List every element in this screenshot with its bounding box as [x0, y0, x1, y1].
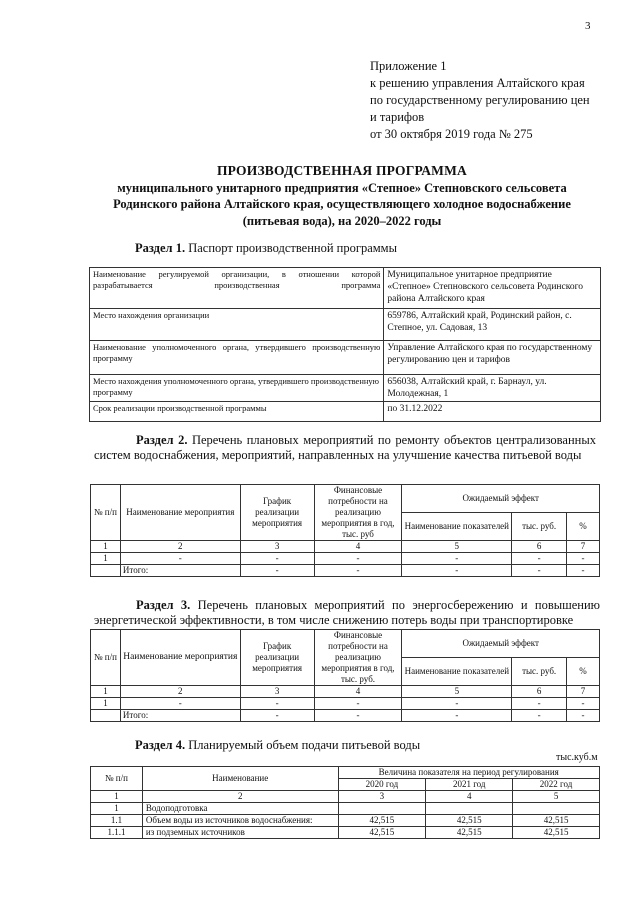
table-cell: 3: [338, 791, 426, 803]
table-cell: 1: [91, 698, 121, 710]
table-cell: -: [567, 710, 600, 722]
section3-label: Раздел 3.: [136, 598, 191, 612]
table-cell: 2: [120, 541, 240, 553]
table-cell: Управление Алтайского края по государственному регулированию цен и тарифов: [384, 341, 601, 375]
table-cell: -: [402, 553, 512, 565]
table-cell: 42,515: [338, 827, 426, 839]
table-cell: 5: [513, 791, 600, 803]
table-cell: 1.1.1: [91, 827, 143, 839]
appendix-block: [370, 58, 590, 143]
header-cell: № п/п: [91, 767, 143, 791]
table-cell: 42,515: [513, 827, 600, 839]
section2-label: Раздел 2.: [136, 433, 188, 447]
table-cell: -: [120, 698, 240, 710]
table-cell: Водоподготовка: [142, 803, 338, 815]
table-cell: 7: [567, 686, 600, 698]
table-row: [91, 698, 600, 710]
table-row: [91, 827, 600, 839]
table-cell: Место нахождения организации: [90, 309, 384, 341]
table-cell: 42,515: [426, 815, 513, 827]
header-cell: тыс. руб.: [512, 513, 567, 541]
table-cell: Муниципальное унитарное предприятие «Степное» Степновского сельсовета Родинского района Алтайского края: [384, 268, 601, 309]
section4-label: Раздел 4.: [135, 738, 186, 752]
table-cell: [91, 565, 121, 577]
passport-table: [89, 267, 601, 422]
section4-text: Планируемый объем подачи питьевой воды: [188, 738, 421, 752]
table-row: [90, 309, 601, 341]
table-cell: 1: [91, 791, 143, 803]
table-cell: -: [314, 710, 402, 722]
table-cell: Место нахождения уполномоченного органа, утвердившего производственную программу: [90, 375, 384, 402]
table-cell: -: [567, 565, 600, 577]
table-cell: [91, 710, 121, 722]
table-cell: -: [240, 710, 314, 722]
table-cell: [426, 803, 513, 815]
table-cell: -: [567, 553, 600, 565]
table-cell: 3: [240, 541, 314, 553]
table-row: [91, 541, 600, 553]
header-cell: %: [567, 513, 600, 541]
appendix-line: к решению управления Алтайского края: [370, 76, 585, 90]
table-cell: 3: [240, 686, 314, 698]
header-cell: 2022 год: [513, 779, 600, 791]
table-cell: 4: [314, 686, 402, 698]
water-supply-table: [90, 766, 600, 839]
title-main: ПРОИЗВОДСТВЕННАЯ ПРОГРАММА: [216, 163, 467, 178]
table-row: [90, 268, 601, 309]
header-cell: Финансовые потребности на реализацию мероприятия в год, тыс. руб: [314, 485, 402, 541]
header-cell: %: [567, 658, 600, 686]
table-cell: 659786, Алтайский край, Родинский район, с. Степное, ул. Садовая, 13: [384, 309, 601, 341]
table-cell: -: [402, 565, 512, 577]
section3-heading: [94, 598, 600, 628]
table-cell: 5: [402, 541, 512, 553]
total-label: Итого:: [120, 710, 240, 722]
header-cell: 2020 год: [338, 779, 426, 791]
table-row: [91, 815, 600, 827]
appendix-line: Приложение 1: [370, 59, 447, 73]
header-cell: № п/п: [91, 485, 121, 541]
table-cell: 4: [314, 541, 402, 553]
table-cell: 2: [120, 686, 240, 698]
table-header-row: [91, 485, 600, 513]
table-cell: -: [120, 553, 240, 565]
header-cell: Наименование показателей: [402, 513, 512, 541]
section1-label: Раздел 1.: [135, 241, 186, 255]
unit-label: тыс.куб.м: [556, 752, 598, 763]
table-row: [90, 341, 601, 375]
table-cell: -: [567, 698, 600, 710]
repair-measures-table: [90, 484, 600, 577]
table-row: [91, 791, 600, 803]
table-cell: 1: [91, 803, 143, 815]
table-cell: 4: [426, 791, 513, 803]
title-line: муниципального унитарного предприятия «Степное» Степновского сельсовета: [117, 180, 567, 195]
appendix-line: от 30 октября 2019 года № 275: [370, 127, 533, 141]
table-cell: -: [314, 553, 402, 565]
header-cell: График реализации мероприятия: [240, 485, 314, 541]
table-cell: -: [240, 553, 314, 565]
table-cell: из подземных источников: [142, 827, 338, 839]
table-cell: -: [512, 698, 567, 710]
table-cell: [513, 803, 600, 815]
header-cell: № п/п: [91, 630, 121, 686]
table-cell: 1: [91, 541, 121, 553]
table-row: [91, 686, 600, 698]
header-cell: тыс. руб.: [512, 658, 567, 686]
table-header-row: [91, 630, 600, 658]
table-cell: Срок реализации производственной программы: [90, 402, 384, 422]
table-cell: 5: [402, 686, 512, 698]
table-row: [91, 803, 600, 815]
header-cell: Финансовые потребности на реализацию мероприятия в год, тыс. руб.: [314, 630, 402, 686]
section1-text: Паспорт производственной программы: [188, 241, 397, 255]
table-cell: Наименование уполномоченного органа, утвердившего производственную программу: [90, 341, 384, 375]
section2-text: Перечень плановых мероприятий по ремонту объектов централизованных систем водоснабжения, мероприятий, направленных на улучшение качества питьевой воды: [94, 433, 596, 462]
table-cell: -: [402, 698, 512, 710]
section3-text: Перечень плановых мероприятий по энергосбережению и повышению энергетической эффективности, в том числе снижению потерь воды при транспортировке: [94, 598, 601, 627]
table-row: [90, 375, 601, 402]
page-number: 3: [585, 20, 591, 32]
table-row: [91, 553, 600, 565]
header-cell: Наименование: [142, 767, 338, 791]
table-cell: -: [512, 710, 567, 722]
title-line: (питьевая вода), на 2020–2022 годы: [242, 213, 442, 228]
appendix-line: и тарифов: [370, 110, 425, 124]
table-cell: 42,515: [338, 815, 426, 827]
section4-heading: [135, 738, 420, 753]
table-cell: -: [314, 698, 402, 710]
header-cell: Наименование мероприятия: [120, 630, 240, 686]
table-cell: 6: [512, 541, 567, 553]
table-cell: 1: [91, 553, 121, 565]
table-cell: -: [512, 553, 567, 565]
header-cell: Ожидаемый эффект: [402, 630, 600, 658]
appendix-line: по государственному регулированию цен: [370, 93, 590, 107]
table-cell: 7: [567, 541, 600, 553]
section1-heading: [135, 241, 397, 256]
table-total-row: [91, 565, 600, 577]
table-row: [90, 402, 601, 422]
table-cell: -: [512, 565, 567, 577]
header-cell: График реализации мероприятия: [240, 630, 314, 686]
table-cell: 1.1: [91, 815, 143, 827]
table-cell: 1: [91, 686, 121, 698]
table-cell: по 31.12.2022: [384, 402, 601, 422]
table-cell: [338, 803, 426, 815]
table-cell: -: [240, 565, 314, 577]
table-header-row: [91, 767, 600, 779]
header-cell: 2021 год: [426, 779, 513, 791]
energy-measures-table: [90, 629, 600, 722]
table-cell: 656038, Алтайский край, г. Барнаул, ул. Молодежная, 1: [384, 375, 601, 402]
table-cell: -: [314, 565, 402, 577]
table-cell: Объем воды из источников водоснабжения:: [142, 815, 338, 827]
table-cell: 6: [512, 686, 567, 698]
table-cell: Наименование регулируемой организации, в отношении которой разрабатывается производственная программа: [90, 268, 384, 309]
table-total-row: [91, 710, 600, 722]
title-line: Родинского района Алтайского края, осуществляющего холодное водоснабжение: [113, 197, 571, 211]
section2-heading: [94, 433, 596, 463]
table-cell: 42,515: [513, 815, 600, 827]
total-label: Итого:: [120, 565, 240, 577]
table-cell: -: [240, 698, 314, 710]
header-cell: Наименование мероприятия: [120, 485, 240, 541]
table-cell: -: [402, 710, 512, 722]
header-cell: Величина показателя на период регулирования: [338, 767, 600, 779]
header-cell: Ожидаемый эффект: [402, 485, 600, 513]
header-cell: Наименование показателей: [402, 658, 512, 686]
table-cell: 2: [142, 791, 338, 803]
document-title: [80, 163, 604, 229]
table-cell: 42,515: [426, 827, 513, 839]
